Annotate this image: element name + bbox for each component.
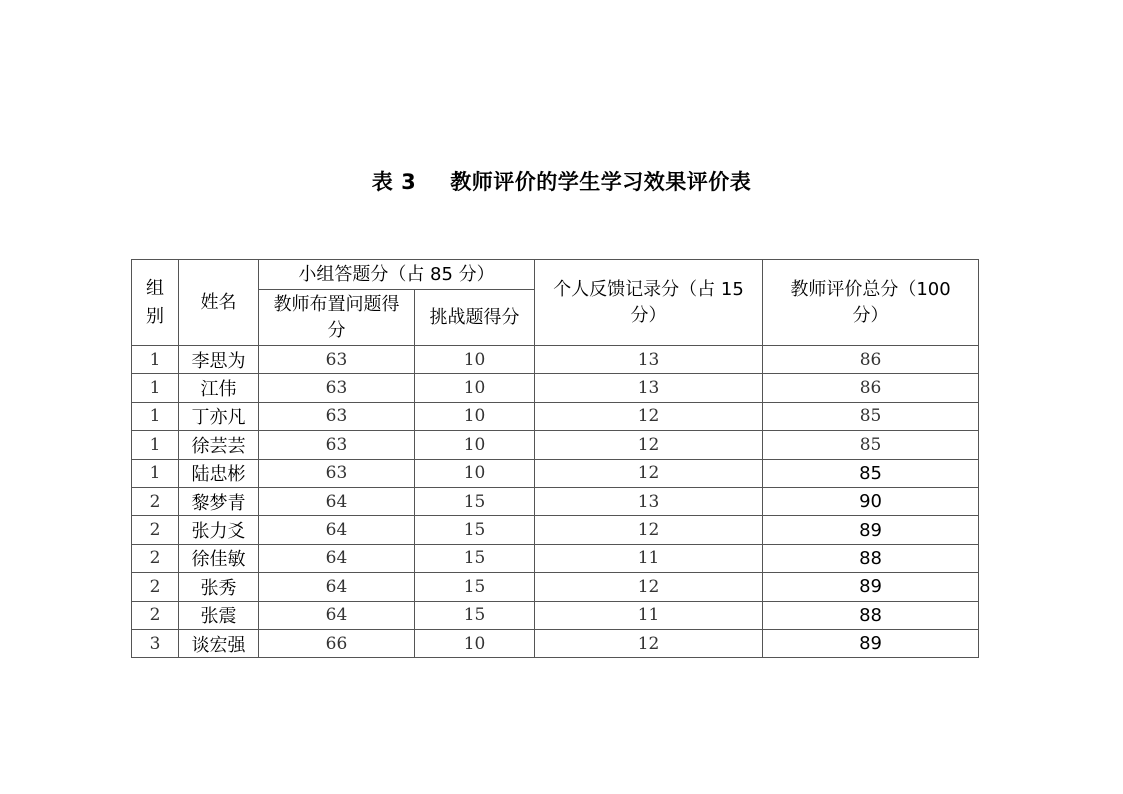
- table-row: [132, 402, 979, 430]
- cell-feedback: 13: [535, 374, 763, 402]
- header-total-label: 教师评价总分（100 分）: [790, 278, 951, 326]
- cell-name: 丁亦凡: [179, 402, 259, 430]
- table-row: [132, 431, 979, 459]
- header-group-label: 组别: [146, 277, 164, 327]
- cell-teacher-questions: 64: [259, 487, 415, 515]
- header-teacher-questions-label: 教师布置问题得分: [273, 293, 400, 341]
- cell-feedback: 12: [535, 459, 763, 487]
- cell-challenge: 10: [415, 346, 535, 374]
- table-title-text: 教师评价的学生学习效果评价表: [450, 170, 752, 194]
- table-row: [132, 346, 979, 374]
- table-row: [132, 374, 979, 402]
- cell-group: 2: [132, 544, 179, 572]
- cell-challenge: 15: [415, 487, 535, 515]
- cell-total: 88: [763, 544, 979, 572]
- table-row: [132, 516, 979, 544]
- cell-challenge: 10: [415, 629, 535, 657]
- cell-challenge: 15: [415, 601, 535, 629]
- cell-total: 89: [763, 629, 979, 657]
- cell-name: 陆忠彬: [179, 459, 259, 487]
- cell-name: 江伟: [179, 374, 259, 402]
- cell-name: 徐佳敏: [179, 544, 259, 572]
- header-challenge-label: 挑战题得分: [429, 306, 520, 328]
- cell-feedback: 12: [535, 629, 763, 657]
- cell-name: 张力爻: [179, 516, 259, 544]
- header-group: [132, 260, 179, 346]
- cell-total: 86: [763, 374, 979, 402]
- cell-feedback: 11: [535, 544, 763, 572]
- header-group-score: 小组答题分（占 85 分）: [259, 260, 535, 290]
- cell-group: 1: [132, 431, 179, 459]
- cell-group: 2: [132, 573, 179, 601]
- cell-group: 2: [132, 487, 179, 515]
- evaluation-table: [131, 259, 979, 658]
- cell-teacher-questions: 63: [259, 402, 415, 430]
- cell-name: 徐芸芸: [179, 431, 259, 459]
- cell-group: 1: [132, 402, 179, 430]
- cell-total: 85: [763, 402, 979, 430]
- table-row: [132, 544, 979, 572]
- cell-total: 88: [763, 601, 979, 629]
- cell-group: 1: [132, 346, 179, 374]
- cell-teacher-questions: 63: [259, 431, 415, 459]
- cell-name: 李思为: [179, 346, 259, 374]
- cell-group: 3: [132, 629, 179, 657]
- cell-challenge: 10: [415, 374, 535, 402]
- cell-group: 1: [132, 459, 179, 487]
- header-challenge: [415, 290, 535, 346]
- cell-total: 89: [763, 516, 979, 544]
- cell-teacher-questions: 64: [259, 516, 415, 544]
- table-row: [132, 573, 979, 601]
- table-row: [132, 459, 979, 487]
- cell-teacher-questions: 64: [259, 544, 415, 572]
- cell-total: 89: [763, 573, 979, 601]
- cell-total: 85: [763, 431, 979, 459]
- table-number: 表 3: [371, 170, 417, 194]
- cell-name: 黎梦青: [179, 487, 259, 515]
- cell-group: 2: [132, 601, 179, 629]
- cell-challenge: 10: [415, 402, 535, 430]
- cell-challenge: 10: [415, 459, 535, 487]
- header-name: 姓名: [179, 260, 259, 346]
- header-feedback-label: 个人反馈记录分（占 15 分）: [553, 278, 744, 326]
- cell-total: 90: [763, 487, 979, 515]
- cell-feedback: 13: [535, 346, 763, 374]
- table-row: [132, 601, 979, 629]
- table-title: [0, 166, 1123, 196]
- header-feedback: [535, 260, 763, 346]
- header-total: [763, 260, 979, 346]
- cell-teacher-questions: 63: [259, 459, 415, 487]
- table-body: [132, 346, 979, 658]
- cell-challenge: 15: [415, 544, 535, 572]
- cell-name: 张秀: [179, 573, 259, 601]
- cell-teacher-questions: 64: [259, 601, 415, 629]
- cell-feedback: 12: [535, 402, 763, 430]
- cell-feedback: 12: [535, 431, 763, 459]
- cell-feedback: 13: [535, 487, 763, 515]
- table-row: [132, 629, 979, 657]
- header-teacher-questions: [259, 290, 415, 346]
- cell-challenge: 10: [415, 431, 535, 459]
- cell-group: 2: [132, 516, 179, 544]
- cell-total: 86: [763, 346, 979, 374]
- cell-feedback: 12: [535, 516, 763, 544]
- cell-teacher-questions: 66: [259, 629, 415, 657]
- table-row: [132, 487, 979, 515]
- cell-feedback: 11: [535, 601, 763, 629]
- cell-teacher-questions: 63: [259, 346, 415, 374]
- cell-challenge: 15: [415, 516, 535, 544]
- cell-name: 张震: [179, 601, 259, 629]
- cell-feedback: 12: [535, 573, 763, 601]
- cell-teacher-questions: 64: [259, 573, 415, 601]
- cell-total: 85: [763, 459, 979, 487]
- cell-name: 谈宏强: [179, 629, 259, 657]
- cell-teacher-questions: 63: [259, 374, 415, 402]
- cell-group: 1: [132, 374, 179, 402]
- cell-challenge: 15: [415, 573, 535, 601]
